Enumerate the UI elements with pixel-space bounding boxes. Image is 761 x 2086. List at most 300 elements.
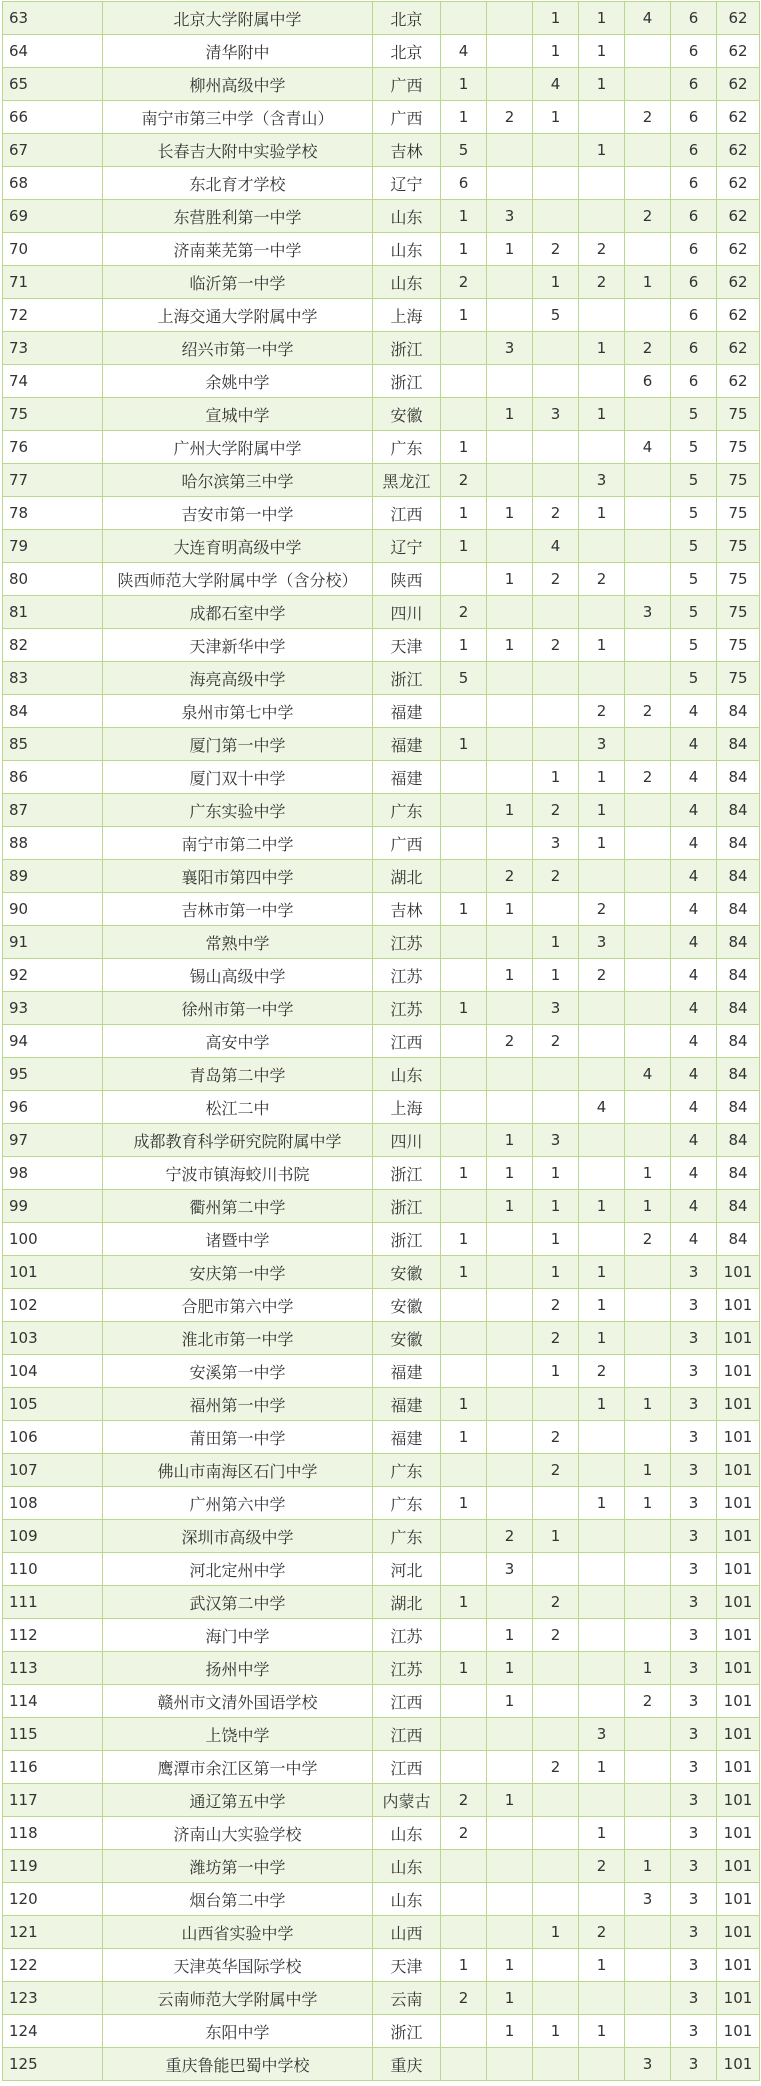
count-col-2: 1 bbox=[487, 1685, 533, 1718]
school-name: 吉安市第一中学 bbox=[103, 497, 373, 530]
count-col-2: 1 bbox=[487, 497, 533, 530]
table-row bbox=[3, 1289, 760, 1322]
ranking: 62 bbox=[717, 332, 760, 365]
count-col-3 bbox=[533, 893, 579, 926]
count-col-5: 1 bbox=[625, 1454, 671, 1487]
count-col-1: 1 bbox=[441, 1256, 487, 1289]
count-col-3 bbox=[533, 1850, 579, 1883]
ranking: 75 bbox=[717, 398, 760, 431]
count-col-5 bbox=[625, 1355, 671, 1388]
count-col-2: 2 bbox=[487, 1025, 533, 1058]
school-name: 东北育才学校 bbox=[103, 167, 373, 200]
count-col-5 bbox=[625, 794, 671, 827]
school-name: 广州第六中学 bbox=[103, 1487, 373, 1520]
total-count: 5 bbox=[671, 596, 717, 629]
province: 广东 bbox=[373, 1520, 441, 1553]
count-col-3: 2 bbox=[533, 1619, 579, 1652]
ranking: 62 bbox=[717, 365, 760, 398]
count-col-3: 2 bbox=[533, 860, 579, 893]
table-row bbox=[3, 563, 760, 596]
ranking: 75 bbox=[717, 629, 760, 662]
count-col-2 bbox=[487, 1355, 533, 1388]
province: 北京 bbox=[373, 2, 441, 35]
count-col-4: 1 bbox=[579, 1388, 625, 1421]
total-count: 6 bbox=[671, 365, 717, 398]
count-col-4: 2 bbox=[579, 1850, 625, 1883]
count-col-1: 1 bbox=[441, 233, 487, 266]
total-count: 5 bbox=[671, 398, 717, 431]
row-number: 108 bbox=[3, 1487, 103, 1520]
count-col-5 bbox=[625, 1124, 671, 1157]
count-col-1 bbox=[441, 1850, 487, 1883]
province: 安徽 bbox=[373, 1256, 441, 1289]
ranking: 84 bbox=[717, 695, 760, 728]
row-number: 90 bbox=[3, 893, 103, 926]
school-name: 厦门双十中学 bbox=[103, 761, 373, 794]
school-name: 淮北市第一中学 bbox=[103, 1322, 373, 1355]
ranking: 62 bbox=[717, 2, 760, 35]
count-col-5 bbox=[625, 1982, 671, 2015]
count-col-4 bbox=[579, 1982, 625, 2015]
count-col-4: 1 bbox=[579, 1322, 625, 1355]
school-name: 南宁市第二中学 bbox=[103, 827, 373, 860]
province: 江西 bbox=[373, 1025, 441, 1058]
row-number: 68 bbox=[3, 167, 103, 200]
count-col-4: 1 bbox=[579, 761, 625, 794]
total-count: 4 bbox=[671, 926, 717, 959]
row-number: 112 bbox=[3, 1619, 103, 1652]
count-col-1 bbox=[441, 1058, 487, 1091]
total-count: 3 bbox=[671, 1520, 717, 1553]
count-col-5 bbox=[625, 1553, 671, 1586]
count-col-4 bbox=[579, 1025, 625, 1058]
count-col-1 bbox=[441, 1190, 487, 1223]
count-col-1 bbox=[441, 926, 487, 959]
row-number: 67 bbox=[3, 134, 103, 167]
count-col-5 bbox=[625, 563, 671, 596]
school-name: 锡山高级中学 bbox=[103, 959, 373, 992]
count-col-1: 1 bbox=[441, 530, 487, 563]
count-col-1: 2 bbox=[441, 1982, 487, 2015]
total-count: 4 bbox=[671, 1190, 717, 1223]
ranking: 84 bbox=[717, 1124, 760, 1157]
row-number: 122 bbox=[3, 1949, 103, 1982]
count-col-5 bbox=[625, 464, 671, 497]
count-col-3: 3 bbox=[533, 992, 579, 1025]
count-col-1: 1 bbox=[441, 1223, 487, 1256]
count-col-3: 1 bbox=[533, 1916, 579, 1949]
province: 浙江 bbox=[373, 1190, 441, 1223]
total-count: 5 bbox=[671, 662, 717, 695]
count-col-3: 2 bbox=[533, 563, 579, 596]
count-col-4: 2 bbox=[579, 1916, 625, 1949]
count-col-3: 2 bbox=[533, 1025, 579, 1058]
count-col-1 bbox=[441, 1751, 487, 1784]
total-count: 4 bbox=[671, 1025, 717, 1058]
school-name: 广东实验中学 bbox=[103, 794, 373, 827]
table-body bbox=[3, 2, 760, 2081]
row-number: 97 bbox=[3, 1124, 103, 1157]
count-col-1: 1 bbox=[441, 1949, 487, 1982]
count-col-2: 1 bbox=[487, 1949, 533, 1982]
count-col-1 bbox=[441, 398, 487, 431]
ranking: 75 bbox=[717, 530, 760, 563]
total-count: 3 bbox=[671, 1487, 717, 1520]
count-col-5 bbox=[625, 134, 671, 167]
count-col-3: 1 bbox=[533, 1355, 579, 1388]
table-row bbox=[3, 464, 760, 497]
count-col-4: 1 bbox=[579, 1487, 625, 1520]
count-col-1 bbox=[441, 1883, 487, 1916]
table-row bbox=[3, 926, 760, 959]
total-count: 5 bbox=[671, 431, 717, 464]
table-row bbox=[3, 1850, 760, 1883]
count-col-2 bbox=[487, 431, 533, 464]
row-number: 73 bbox=[3, 332, 103, 365]
count-col-5 bbox=[625, 530, 671, 563]
ranking: 84 bbox=[717, 1091, 760, 1124]
total-count: 4 bbox=[671, 728, 717, 761]
table-row bbox=[3, 827, 760, 860]
total-count: 5 bbox=[671, 464, 717, 497]
count-col-3: 2 bbox=[533, 1322, 579, 1355]
total-count: 4 bbox=[671, 1058, 717, 1091]
province: 陕西 bbox=[373, 563, 441, 596]
count-col-4 bbox=[579, 1784, 625, 1817]
total-count: 3 bbox=[671, 1982, 717, 2015]
count-col-3 bbox=[533, 1091, 579, 1124]
table-row bbox=[3, 1817, 760, 1850]
row-number: 104 bbox=[3, 1355, 103, 1388]
school-name: 佛山市南海区石门中学 bbox=[103, 1454, 373, 1487]
count-col-1 bbox=[441, 1553, 487, 1586]
total-count: 4 bbox=[671, 893, 717, 926]
count-col-2 bbox=[487, 1322, 533, 1355]
school-name: 济南山大实验学校 bbox=[103, 1817, 373, 1850]
province: 浙江 bbox=[373, 2015, 441, 2048]
count-col-5 bbox=[625, 1256, 671, 1289]
count-col-1: 1 bbox=[441, 1487, 487, 1520]
row-number: 88 bbox=[3, 827, 103, 860]
count-col-4 bbox=[579, 1124, 625, 1157]
province: 山东 bbox=[373, 233, 441, 266]
count-col-2: 1 bbox=[487, 1652, 533, 1685]
count-col-5 bbox=[625, 1784, 671, 1817]
count-col-1 bbox=[441, 1454, 487, 1487]
count-col-4: 1 bbox=[579, 134, 625, 167]
total-count: 3 bbox=[671, 1850, 717, 1883]
count-col-5 bbox=[625, 959, 671, 992]
count-col-1 bbox=[441, 827, 487, 860]
province: 浙江 bbox=[373, 332, 441, 365]
count-col-2 bbox=[487, 134, 533, 167]
count-col-1 bbox=[441, 1520, 487, 1553]
table-row bbox=[3, 959, 760, 992]
count-col-5 bbox=[625, 167, 671, 200]
ranking: 101 bbox=[717, 1850, 760, 1883]
count-col-2 bbox=[487, 695, 533, 728]
count-col-2: 1 bbox=[487, 1190, 533, 1223]
count-col-4 bbox=[579, 662, 625, 695]
count-col-4: 1 bbox=[579, 332, 625, 365]
province: 河北 bbox=[373, 1553, 441, 1586]
count-col-3: 1 bbox=[533, 761, 579, 794]
count-col-4: 1 bbox=[579, 827, 625, 860]
table-row bbox=[3, 1388, 760, 1421]
total-count: 3 bbox=[671, 1652, 717, 1685]
count-col-5: 4 bbox=[625, 431, 671, 464]
province: 湖北 bbox=[373, 860, 441, 893]
school-name: 东阳中学 bbox=[103, 2015, 373, 2048]
count-col-5 bbox=[625, 926, 671, 959]
table-row bbox=[3, 233, 760, 266]
count-col-4: 3 bbox=[579, 1718, 625, 1751]
count-col-1: 6 bbox=[441, 167, 487, 200]
count-col-5: 1 bbox=[625, 266, 671, 299]
count-col-3: 1 bbox=[533, 35, 579, 68]
count-col-4 bbox=[579, 1421, 625, 1454]
count-col-2: 1 bbox=[487, 2015, 533, 2048]
table-row bbox=[3, 68, 760, 101]
school-name: 诸暨中学 bbox=[103, 1223, 373, 1256]
count-col-4: 2 bbox=[579, 266, 625, 299]
total-count: 3 bbox=[671, 2015, 717, 2048]
count-col-1 bbox=[441, 1091, 487, 1124]
total-count: 3 bbox=[671, 1256, 717, 1289]
count-col-5: 1 bbox=[625, 1388, 671, 1421]
table-row bbox=[3, 728, 760, 761]
province: 上海 bbox=[373, 299, 441, 332]
province: 山东 bbox=[373, 1817, 441, 1850]
count-col-4 bbox=[579, 1520, 625, 1553]
school-name: 绍兴市第一中学 bbox=[103, 332, 373, 365]
ranking: 75 bbox=[717, 596, 760, 629]
count-col-4 bbox=[579, 530, 625, 563]
count-col-1 bbox=[441, 695, 487, 728]
count-col-2 bbox=[487, 1850, 533, 1883]
count-col-3 bbox=[533, 1982, 579, 2015]
count-col-1 bbox=[441, 1289, 487, 1322]
count-col-3: 3 bbox=[533, 827, 579, 860]
province: 吉林 bbox=[373, 893, 441, 926]
table-row bbox=[3, 1982, 760, 2015]
province: 江苏 bbox=[373, 1619, 441, 1652]
province: 上海 bbox=[373, 1091, 441, 1124]
province: 广东 bbox=[373, 1454, 441, 1487]
count-col-5 bbox=[625, 662, 671, 695]
table-row bbox=[3, 101, 760, 134]
count-col-4 bbox=[579, 167, 625, 200]
count-col-4 bbox=[579, 1883, 625, 1916]
total-count: 6 bbox=[671, 2, 717, 35]
count-col-5 bbox=[625, 299, 671, 332]
count-col-1: 1 bbox=[441, 893, 487, 926]
row-number: 82 bbox=[3, 629, 103, 662]
total-count: 3 bbox=[671, 1322, 717, 1355]
count-col-5: 2 bbox=[625, 101, 671, 134]
count-col-3 bbox=[533, 728, 579, 761]
ranking: 84 bbox=[717, 992, 760, 1025]
province: 浙江 bbox=[373, 662, 441, 695]
count-col-5 bbox=[625, 728, 671, 761]
count-col-4 bbox=[579, 1586, 625, 1619]
ranking: 101 bbox=[717, 1784, 760, 1817]
total-count: 5 bbox=[671, 497, 717, 530]
ranking: 75 bbox=[717, 497, 760, 530]
table-row bbox=[3, 1322, 760, 1355]
school-name: 宣城中学 bbox=[103, 398, 373, 431]
count-col-1: 1 bbox=[441, 1388, 487, 1421]
count-col-5 bbox=[625, 1751, 671, 1784]
count-col-5: 6 bbox=[625, 365, 671, 398]
row-number: 79 bbox=[3, 530, 103, 563]
row-number: 98 bbox=[3, 1157, 103, 1190]
table-row bbox=[3, 200, 760, 233]
count-col-2 bbox=[487, 1058, 533, 1091]
count-col-3 bbox=[533, 431, 579, 464]
count-col-1 bbox=[441, 2, 487, 35]
table-row bbox=[3, 860, 760, 893]
count-col-5: 1 bbox=[625, 1850, 671, 1883]
count-col-1: 1 bbox=[441, 299, 487, 332]
count-col-2 bbox=[487, 1718, 533, 1751]
row-number: 99 bbox=[3, 1190, 103, 1223]
count-col-2: 1 bbox=[487, 233, 533, 266]
table-row bbox=[3, 1586, 760, 1619]
province: 福建 bbox=[373, 728, 441, 761]
school-name: 广州大学附属中学 bbox=[103, 431, 373, 464]
row-number: 69 bbox=[3, 200, 103, 233]
row-number: 101 bbox=[3, 1256, 103, 1289]
province: 江苏 bbox=[373, 959, 441, 992]
table-row bbox=[3, 893, 760, 926]
row-number: 65 bbox=[3, 68, 103, 101]
ranking: 84 bbox=[717, 827, 760, 860]
school-ranking-table bbox=[2, 1, 760, 2081]
count-col-2 bbox=[487, 1454, 533, 1487]
school-name: 泉州市第七中学 bbox=[103, 695, 373, 728]
count-col-4 bbox=[579, 1223, 625, 1256]
count-col-4: 4 bbox=[579, 1091, 625, 1124]
table-row bbox=[3, 662, 760, 695]
ranking: 84 bbox=[717, 728, 760, 761]
count-col-5: 2 bbox=[625, 332, 671, 365]
school-name: 襄阳市第四中学 bbox=[103, 860, 373, 893]
province: 江苏 bbox=[373, 926, 441, 959]
province: 浙江 bbox=[373, 1223, 441, 1256]
count-col-4 bbox=[579, 1058, 625, 1091]
count-col-1: 1 bbox=[441, 431, 487, 464]
count-col-1: 2 bbox=[441, 596, 487, 629]
count-col-5 bbox=[625, 629, 671, 662]
count-col-5 bbox=[625, 1718, 671, 1751]
school-name: 青岛第二中学 bbox=[103, 1058, 373, 1091]
count-col-3 bbox=[533, 1388, 579, 1421]
row-number: 115 bbox=[3, 1718, 103, 1751]
total-count: 3 bbox=[671, 1817, 717, 1850]
count-col-3 bbox=[533, 332, 579, 365]
total-count: 3 bbox=[671, 1883, 717, 1916]
count-col-4: 3 bbox=[579, 728, 625, 761]
count-col-3 bbox=[533, 695, 579, 728]
count-col-5 bbox=[625, 1091, 671, 1124]
ranking: 75 bbox=[717, 662, 760, 695]
count-col-1 bbox=[441, 959, 487, 992]
province: 山东 bbox=[373, 1850, 441, 1883]
table-row bbox=[3, 1685, 760, 1718]
ranking: 101 bbox=[717, 1487, 760, 1520]
table-row bbox=[3, 1784, 760, 1817]
row-number: 116 bbox=[3, 1751, 103, 1784]
table-row bbox=[3, 134, 760, 167]
province: 安徽 bbox=[373, 1289, 441, 1322]
count-col-2 bbox=[487, 1091, 533, 1124]
count-col-3: 2 bbox=[533, 794, 579, 827]
row-number: 84 bbox=[3, 695, 103, 728]
school-name: 大连育明高级中学 bbox=[103, 530, 373, 563]
count-col-4 bbox=[579, 1685, 625, 1718]
count-col-3 bbox=[533, 1949, 579, 1982]
school-name: 安庆第一中学 bbox=[103, 1256, 373, 1289]
total-count: 5 bbox=[671, 629, 717, 662]
total-count: 6 bbox=[671, 101, 717, 134]
count-col-2: 3 bbox=[487, 332, 533, 365]
table-row bbox=[3, 398, 760, 431]
school-name: 武汉第二中学 bbox=[103, 1586, 373, 1619]
row-number: 86 bbox=[3, 761, 103, 794]
count-col-3 bbox=[533, 1652, 579, 1685]
ranking: 101 bbox=[717, 1883, 760, 1916]
count-col-2 bbox=[487, 530, 533, 563]
row-number: 109 bbox=[3, 1520, 103, 1553]
total-count: 3 bbox=[671, 1388, 717, 1421]
count-col-2 bbox=[487, 1487, 533, 1520]
count-col-5 bbox=[625, 1817, 671, 1850]
count-col-2 bbox=[487, 1289, 533, 1322]
table-row bbox=[3, 2, 760, 35]
count-col-5: 2 bbox=[625, 695, 671, 728]
count-col-4: 3 bbox=[579, 464, 625, 497]
total-count: 4 bbox=[671, 860, 717, 893]
count-col-2 bbox=[487, 68, 533, 101]
count-col-4 bbox=[579, 1619, 625, 1652]
count-col-3: 2 bbox=[533, 1289, 579, 1322]
count-col-1: 1 bbox=[441, 728, 487, 761]
table-row bbox=[3, 1883, 760, 1916]
school-name: 长春吉大附中实验学校 bbox=[103, 134, 373, 167]
total-count: 6 bbox=[671, 68, 717, 101]
table-row bbox=[3, 596, 760, 629]
row-number: 92 bbox=[3, 959, 103, 992]
count-col-5 bbox=[625, 860, 671, 893]
count-col-4: 2 bbox=[579, 893, 625, 926]
school-name: 衢州第二中学 bbox=[103, 1190, 373, 1223]
province: 山东 bbox=[373, 200, 441, 233]
count-col-4 bbox=[579, 365, 625, 398]
count-col-2 bbox=[487, 365, 533, 398]
total-count: 3 bbox=[671, 1553, 717, 1586]
count-col-4 bbox=[579, 1652, 625, 1685]
ranking: 75 bbox=[717, 563, 760, 596]
ranking: 101 bbox=[717, 1916, 760, 1949]
school-name: 徐州市第一中学 bbox=[103, 992, 373, 1025]
table-row bbox=[3, 1520, 760, 1553]
table-row bbox=[3, 167, 760, 200]
school-name: 哈尔滨第三中学 bbox=[103, 464, 373, 497]
ranking: 101 bbox=[717, 2015, 760, 2048]
count-col-1 bbox=[441, 1124, 487, 1157]
total-count: 3 bbox=[671, 1421, 717, 1454]
